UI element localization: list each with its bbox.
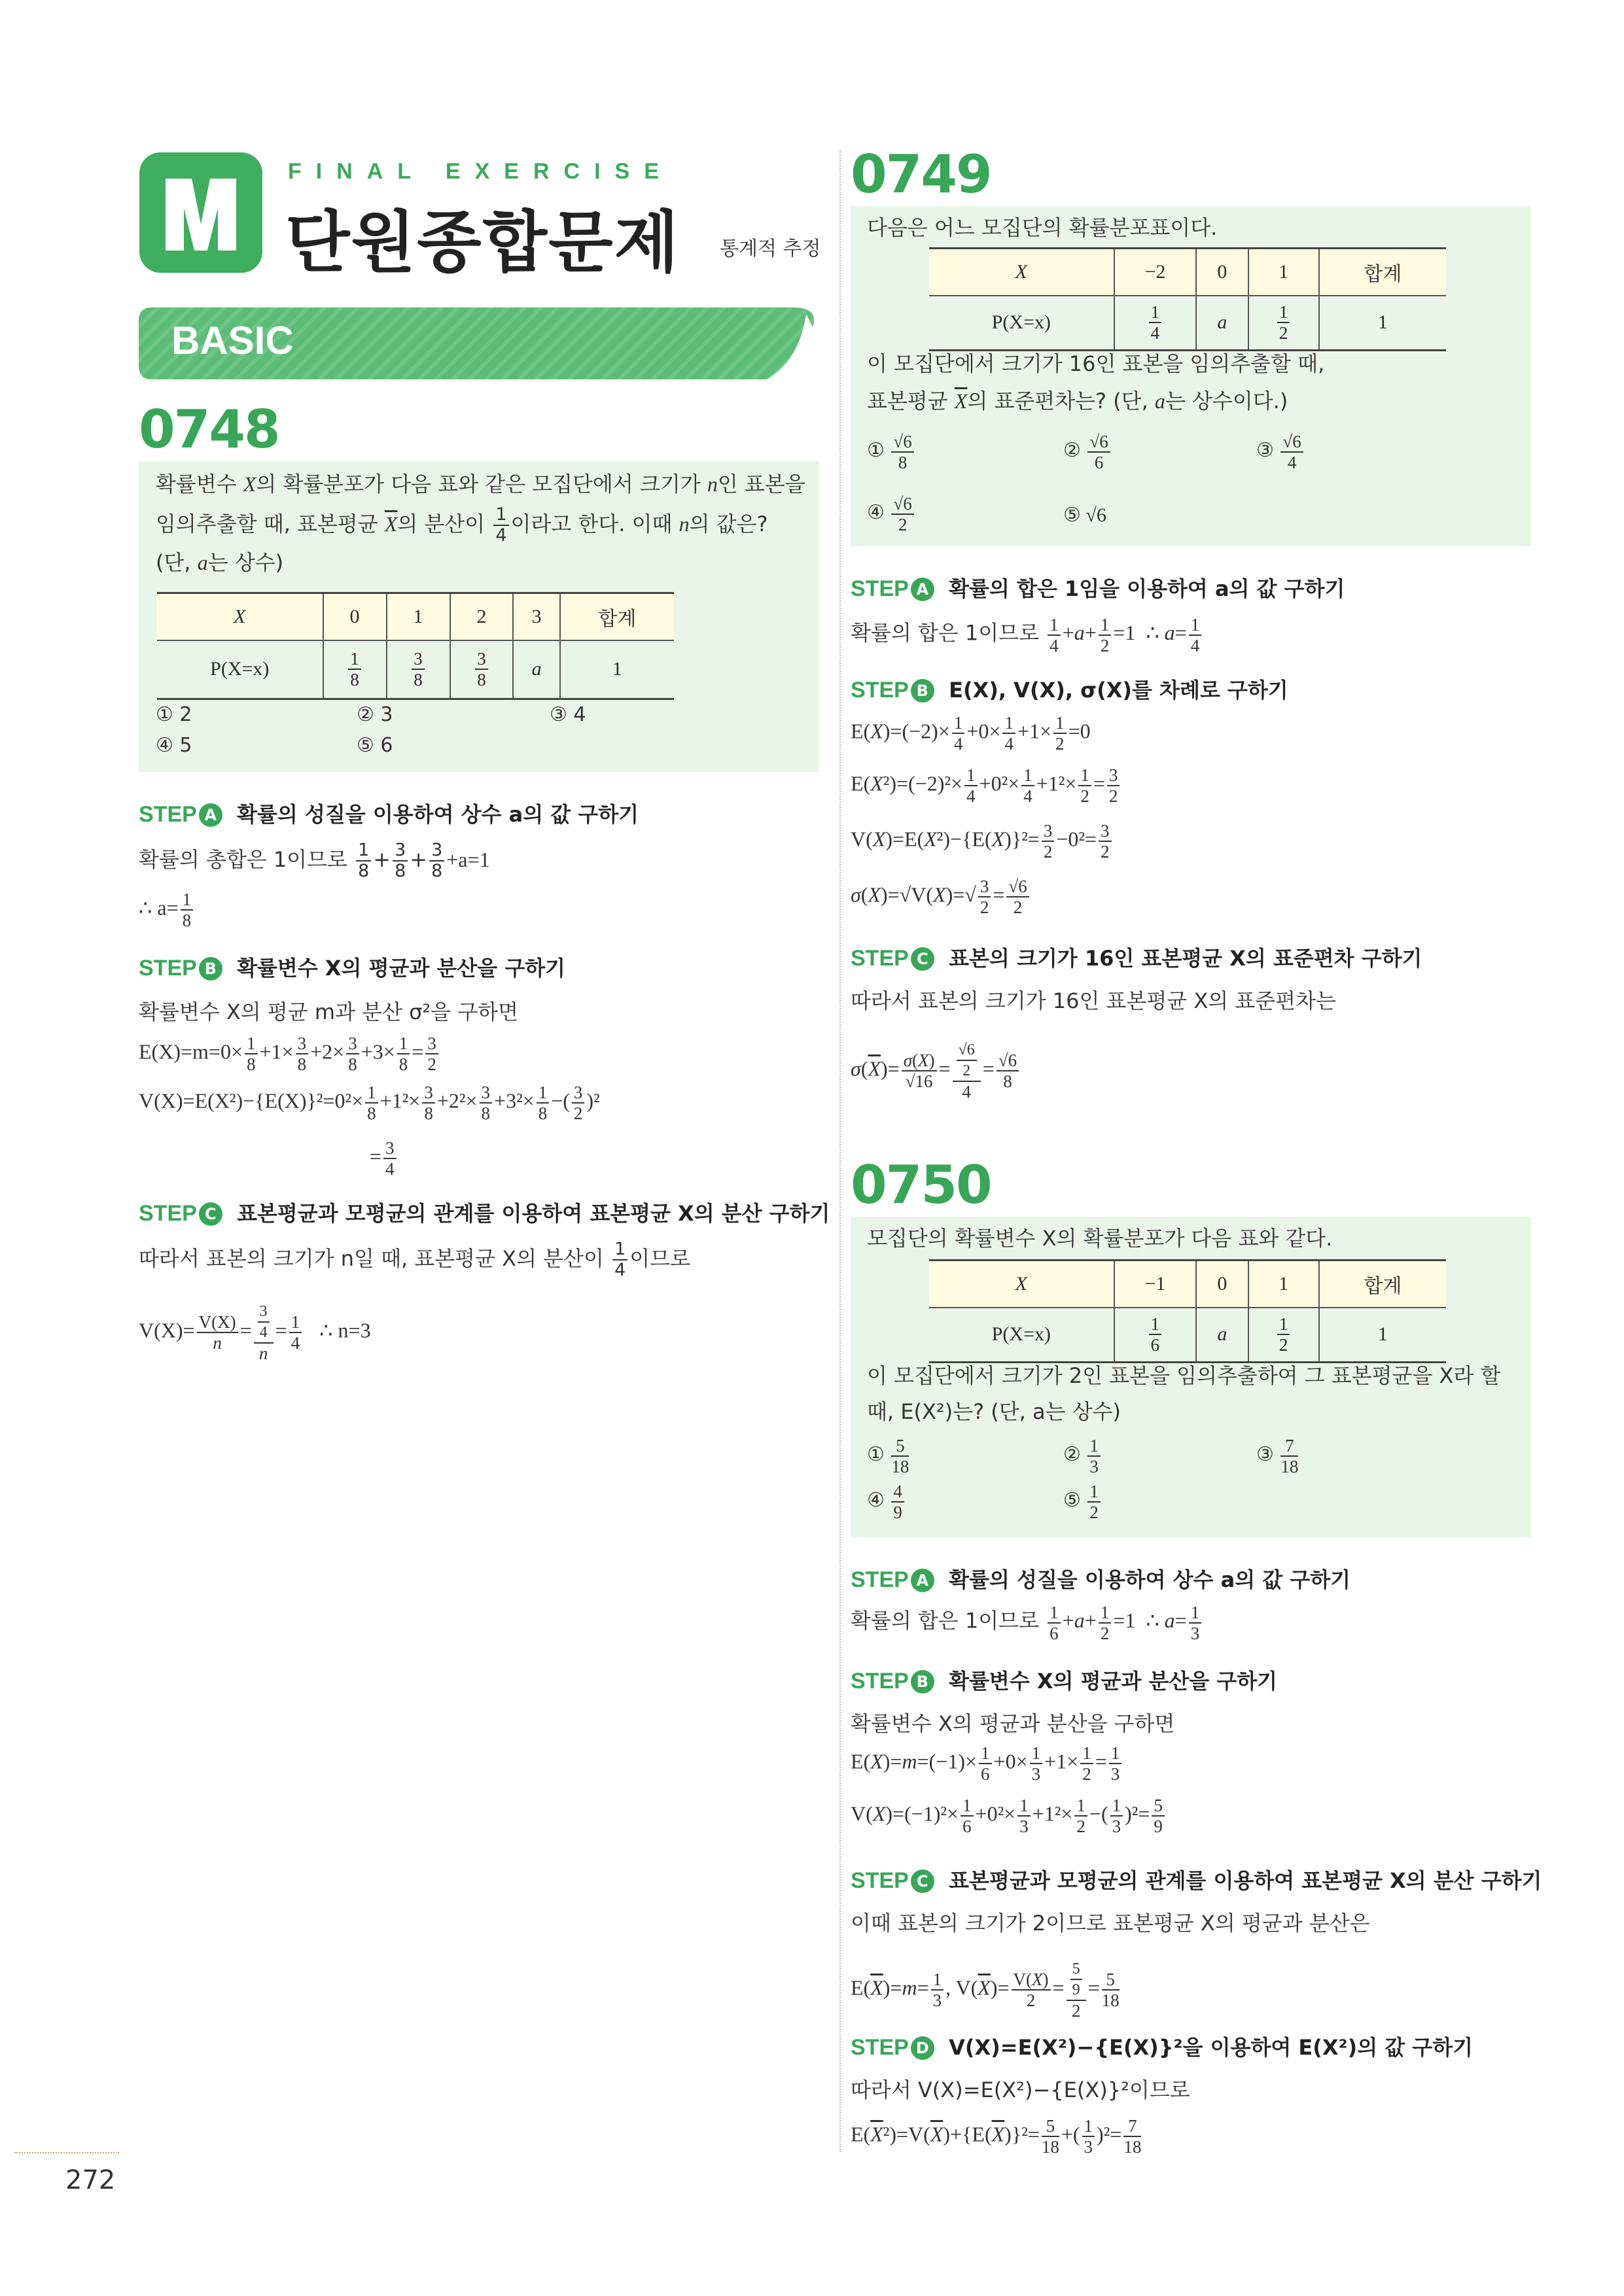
step-heading: STEP C 표본평균과 모평균의 관계를 이용하여 표본평균 X의 분산 구하기 — [851, 1868, 1542, 1893]
table-cell: 2 — [450, 593, 514, 640]
problem-text: 이 모집단에서 크기가 16인 표본을 임의추출할 때, — [867, 351, 1325, 376]
table-cell: 3 — [513, 593, 559, 640]
solution-line: E(X)=(−2)× $\frac{1}{4}$ +0× $\frac{1}{4}$ +1× $\frac{1}{2}$ =0 — [851, 713, 1091, 754]
problem-number: 0749 — [851, 144, 991, 205]
problem-number: 0748 — [139, 399, 279, 460]
answer-option[interactable]: ② $\frac{√6}{6}$ — [1063, 432, 1112, 472]
table-cell: $\frac{1}{4}$ — [1114, 296, 1197, 351]
table-cell: 1 — [1319, 296, 1446, 351]
problem-text: 임의추출할 때, 표본평균 $\overline{X}$의 분산이 $\frac{1}{4}$ 이라고 한다. 이때 n의 값은? — [156, 504, 768, 546]
distribution-table — [929, 1259, 1446, 1363]
distribution-table — [157, 592, 674, 700]
table-cell: 1 — [560, 640, 674, 699]
distribution-table — [929, 247, 1446, 351]
answer-option[interactable]: ① 2 — [156, 703, 192, 726]
answer-option[interactable]: ⑤ √6 — [1063, 504, 1106, 526]
solution-line: 확률의 합은 1이므로 $\frac{1}{6}$ +a+ $\frac{1}{2}$ =1 ∴ a= $\frac{1}{3}$ — [851, 1603, 1203, 1643]
answer-option[interactable]: ⑤ $\frac{1}{2}$ — [1063, 1482, 1103, 1522]
m-logo-icon — [139, 152, 262, 273]
table-cell: P(X=x) — [929, 296, 1114, 351]
solution-line: 이때 표본의 크기가 2이므로 표본평균 X의 평균과 분산은 — [851, 1911, 1370, 1936]
table-cell: 0 — [1196, 249, 1248, 296]
problem-text: 확률변수 X의 확률분포가 다음 표와 같은 모집단에서 크기가 n인 표본을 — [156, 472, 805, 496]
solution-line: 따라서 표본의 크기가 n일 때, 표본평균 X의 분산이 $\frac{1}{4}$ 이므로 — [139, 1239, 691, 1280]
answer-option[interactable]: ⑤ 6 — [357, 734, 393, 757]
page-title: 단원종합문제 — [285, 204, 680, 282]
solution-line: V(X)=(−1)²× $\frac{1}{6}$ +0²× $\frac{1}{3}$ +1²× $\frac{1}{2}$ −( $\frac{1}{3}$ )²= $\frac{5}{9}$ — [851, 1796, 1167, 1836]
solution-line: 따라서 표본의 크기가 16인 표본평균 X의 표준편차는 — [851, 988, 1336, 1013]
solution-line: 확률의 총합은 1이므로 $\frac{1}{8}$ + $\frac{3}{8}$ + $\frac{3}{8}$ +a=1 — [139, 840, 490, 881]
solution-line: 따라서 V(X)=E(X²)−{E(X)}²이므로 — [851, 2078, 1190, 2102]
solution-line: ∴ a= $\frac{1}{8}$ — [139, 890, 195, 930]
step-heading: STEP B E(X), V(X), σ(X)를 차례로 구하기 — [851, 678, 1288, 703]
table-cell: 합계 — [1319, 249, 1446, 296]
table-cell: $\frac{1}{8}$ — [323, 640, 387, 699]
page-number: 272 — [65, 2165, 116, 2195]
table-cell: a — [1196, 296, 1248, 351]
step-heading: STEP D V(X)=E(X²)−{E(X)}²을 이용하여 E(X²)의 값 구하기 — [851, 2035, 1474, 2060]
footer-divider — [14, 2152, 119, 2153]
table-cell: X — [929, 249, 1114, 296]
answer-option[interactable]: ② $\frac{1}{3}$ — [1063, 1436, 1103, 1476]
table-cell: $\frac{3}{8}$ — [387, 640, 450, 699]
table-cell: X — [157, 593, 323, 640]
table-cell: 1 — [1248, 1261, 1319, 1308]
solution-line: 확률변수 X의 평균과 분산을 구하면 — [851, 1711, 1175, 1736]
answer-option[interactable]: ① $\frac{√6}{8}$ — [867, 432, 916, 472]
final-exercise-label: FINAL EXERCISE — [288, 159, 673, 184]
table-cell: $\frac{3}{8}$ — [450, 640, 514, 699]
problem-text: 표본평균 $\overline{X}$의 표준편차는? (단, a는 상수이다.) — [867, 389, 1288, 413]
solution-line: $E(\overline{X})=m=$ $\frac{1}{3}$ , $V(\overline{X})=$ $\frac{V(X)}{2}$ = $\frac{\frac{5}{9}}{2}$ = $\frac{5}{18}$ — [851, 1960, 1120, 2021]
answer-option[interactable]: ④ $\frac{4}{9}$ — [867, 1482, 906, 1522]
step-heading: STEP A 확률의 합은 1임을 이용하여 a의 값 구하기 — [851, 576, 1345, 601]
problem-text: 때, E(X²)는? (단, a는 상수) — [867, 1399, 1121, 1424]
solution-line: σ(X)=√V(X)=√ $\frac{3}{2}$ = $\frac{√6}{2}$ — [851, 877, 1031, 917]
table-cell: 0 — [323, 593, 387, 640]
table-cell: 0 — [1196, 1261, 1248, 1308]
problem-text: 다음은 어느 모집단의 확률분포표이다. — [867, 215, 1218, 240]
step-heading: STEP B 확률변수 X의 평균과 분산을 구하기 — [851, 1669, 1278, 1694]
problem-text: 이 모집단에서 크기가 2인 표본을 임의추출하여 그 표본평균을 X라 할 — [867, 1363, 1501, 1388]
step-heading: STEP A 확률의 성질을 이용하여 상수 a의 값 구하기 — [139, 802, 639, 827]
answer-option[interactable]: ③ $\frac{√6}{4}$ — [1256, 432, 1305, 472]
step-heading: STEP C 표본평균과 모평균의 관계를 이용하여 표본평균 X의 분산 구하기 — [139, 1201, 830, 1226]
table-cell: 1 — [1319, 1308, 1446, 1363]
level-label: BASIC — [171, 319, 294, 362]
chapter-subtitle: 통계적 추정 — [720, 237, 821, 260]
answer-option[interactable]: ② 3 — [357, 703, 393, 726]
step-heading: STEP B 확률변수 X의 평균과 분산을 구하기 — [139, 956, 566, 981]
solution-line: V(X)=E(X²)−{E(X)}²= $\frac{3}{2}$ −0²= $\frac{3}{2}$ — [851, 821, 1114, 861]
solution-line: $E(\overline{X}^2)=V(\overline{X})+\{E(\overline{X})\}^2=$ $\frac{5}{18}$ +( $\frac{1}{3}$ )²= $\frac{7}{18}$ — [851, 2116, 1142, 2157]
table-cell: a — [513, 640, 559, 699]
solution-line: E(X)=m=(−1)× $\frac{1}{6}$ +0× $\frac{1}{3}$ +1× $\frac{1}{2}$ = $\frac{1}{3}$ — [851, 1743, 1123, 1784]
solution-line: = $\frac{3}{4}$ — [370, 1138, 398, 1179]
table-cell: $\frac{1}{6}$ — [1114, 1308, 1197, 1363]
answer-option[interactable]: ④ 5 — [156, 734, 192, 757]
answer-option[interactable]: ③ 4 — [550, 703, 586, 726]
solution-line: E(X)=m=0× $\frac{1}{8}$ +1× $\frac{3}{8}$ +2× $\frac{3}{8}$ +3× $\frac{1}{8}$ = $\frac{3}{2}$ — [139, 1034, 440, 1074]
answer-option[interactable]: ① $\frac{5}{18}$ — [867, 1436, 909, 1476]
table-cell: 1 — [387, 593, 450, 640]
table-cell: −1 — [1114, 1261, 1197, 1308]
table-cell: 합계 — [560, 593, 674, 640]
table-cell: $\frac{1}{2}$ — [1248, 1308, 1319, 1363]
table-cell: 합계 — [1319, 1261, 1446, 1308]
step-heading: STEP A 확률의 성질을 이용하여 상수 a의 값 구하기 — [851, 1567, 1351, 1592]
table-cell: P(X=x) — [929, 1308, 1114, 1363]
solution-line: V(X)=E(X²)−{E(X)}²=0²× $\frac{1}{8}$ +1²× $\frac{3}{8}$ +2²× $\frac{3}{8}$ +3²× $\frac{1}{8}$ −( $\frac{3}{2}$ )² — [139, 1083, 600, 1123]
answer-option[interactable]: ③ $\frac{7}{18}$ — [1256, 1436, 1299, 1476]
solution-line: E(X²)=(−2)²× $\frac{1}{4}$ +0²× $\frac{1}{4}$ +1²× $\frac{1}{2}$ = $\frac{3}{2}$ — [851, 765, 1121, 806]
table-cell: X — [929, 1261, 1114, 1308]
table-cell: P(X=x) — [157, 640, 323, 699]
problem-text: (단, a는 상수) — [156, 550, 284, 575]
problem-text: 모집단의 확률변수 X의 확률분포가 다음 표와 같다. — [867, 1226, 1333, 1251]
answer-option[interactable]: ④ $\frac{√6}{2}$ — [867, 494, 916, 534]
table-cell: $\frac{1}{2}$ — [1248, 296, 1319, 351]
problem-number: 0750 — [851, 1155, 991, 1215]
table-cell: 1 — [1248, 249, 1319, 296]
solution-line: 확률의 합은 1이므로 $\frac{1}{4}$ +a+ $\frac{1}{2}$ =1 ∴ a= $\frac{1}{4}$ — [851, 615, 1203, 655]
column-divider — [839, 150, 841, 2152]
solution-line: 확률변수 X의 평균 m과 분산 σ²을 구하면 — [139, 1000, 519, 1024]
solution-line: $\sigma(\overline{X})=$ $\frac{\sigma(X)}{√16}$ = $\frac{\frac{√6}{2}}{4}$ = $\frac{√6}{8}$ — [851, 1040, 1021, 1102]
step-heading: STEP C 표본의 크기가 16인 표본평균 X의 표준편차 구하기 — [851, 946, 1422, 971]
table-cell: −2 — [1114, 249, 1197, 296]
solution-line: V(X)= $\frac{V(X)}{n}$ = $\frac{\frac{3}{4}}{n}$ = $\frac{1}{4}$ ∴ n=3 — [139, 1303, 371, 1363]
table-cell: a — [1196, 1308, 1248, 1363]
